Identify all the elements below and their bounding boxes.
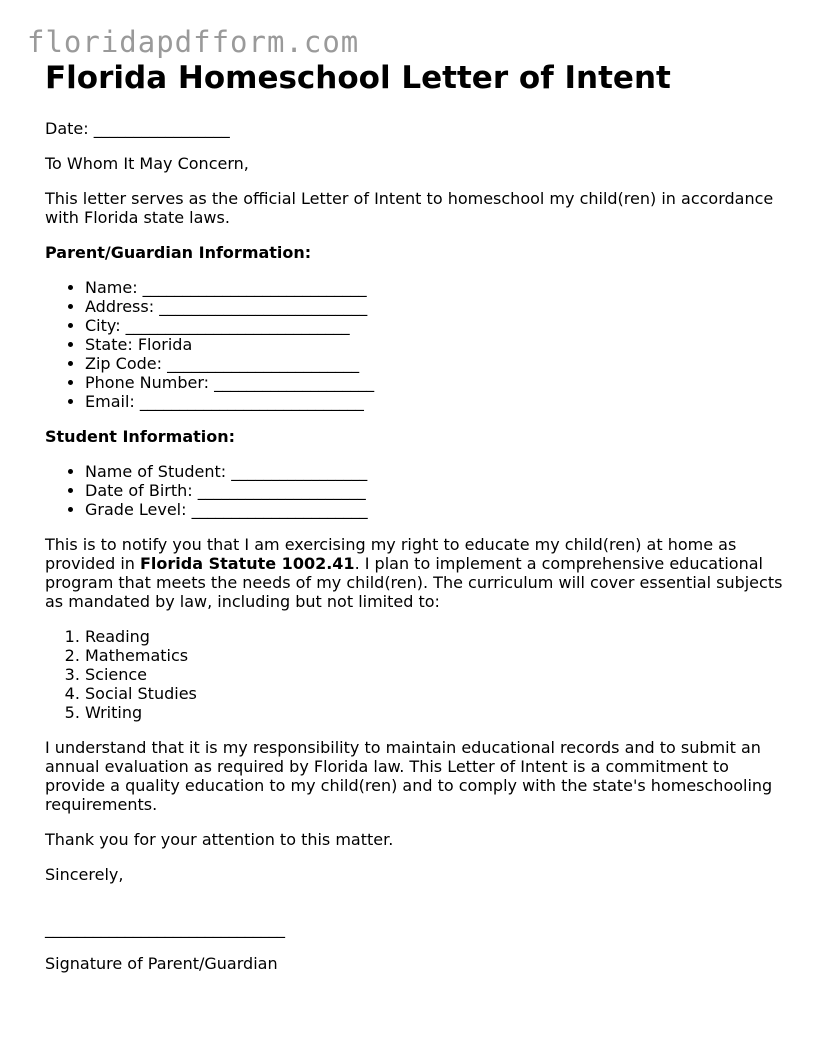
- parent-city-item: • City: ____________________________: [85, 316, 785, 335]
- student-grade-item: • Grade Level: ______________________: [85, 500, 785, 519]
- parent-address-item: • Address: __________________________: [85, 297, 785, 316]
- subject-item: 2. Mathematics: [85, 646, 785, 665]
- parent-section-heading: Parent/Guardian Information:: [45, 243, 312, 262]
- subject-item: 1. Reading: [85, 627, 785, 646]
- letter-document: [45, 58, 785, 989]
- parent-email-item: • Email: ____________________________: [85, 392, 785, 411]
- salutation: To Whom It May Concern,: [45, 154, 249, 173]
- signature-line: ______________________________: [45, 919, 285, 938]
- subjects-list: [45, 627, 785, 722]
- student-section-heading: Student Information:: [45, 427, 236, 446]
- date-line: Date: _________________: [45, 119, 230, 138]
- notice-text-after: . I plan to implement a comprehensive educational program that meets the needs of my child(ren). The curriculum will cover essential subjects as mandated by law, including but not limited to:: [45, 554, 783, 611]
- responsibility-paragraph: I understand that it is my responsibility to maintain educational records and to submit an annual evaluation as required by Florida law. This Letter of Intent is a commitment to provide a quality education to my child(ren) and to comply with the state's homeschooling requirements.: [45, 738, 773, 814]
- parent-info-list: [45, 278, 785, 411]
- parent-phone-item: • Phone Number: ____________________: [85, 373, 785, 392]
- subject-item: 4. Social Studies: [85, 684, 785, 703]
- student-name-item: • Name of Student: _________________: [85, 462, 785, 481]
- notice-paragraph: [45, 535, 785, 611]
- closing: Sincerely,: [45, 865, 124, 884]
- notice-text-before: This is to notify you that I am exercising my right to educate my child(ren) at home as provided in: [45, 535, 737, 573]
- intro-paragraph: This letter serves as the official Letter of Intent to homeschool my child(ren) in accordance with Florida state laws.: [45, 189, 774, 227]
- watermark-text: floridapdfform.com: [27, 25, 360, 59]
- parent-zip-item: • Zip Code: ________________________: [85, 354, 785, 373]
- parent-state-item: • State: Florida: [85, 335, 785, 354]
- statute-reference: Florida Statute 1002.41: [140, 554, 355, 573]
- student-dob-item: • Date of Birth: _____________________: [85, 481, 785, 500]
- subject-item: 3. Science: [85, 665, 785, 684]
- signature-label: Signature of Parent/Guardian: [45, 954, 278, 973]
- page-title: Florida Homeschool Letter of Intent: [45, 60, 671, 96]
- thanks-paragraph: Thank you for your attention to this matter.: [45, 830, 394, 849]
- student-info-list: [45, 462, 785, 519]
- subject-item: 5. Writing: [85, 703, 785, 722]
- parent-name-item: • Name: ____________________________: [85, 278, 785, 297]
